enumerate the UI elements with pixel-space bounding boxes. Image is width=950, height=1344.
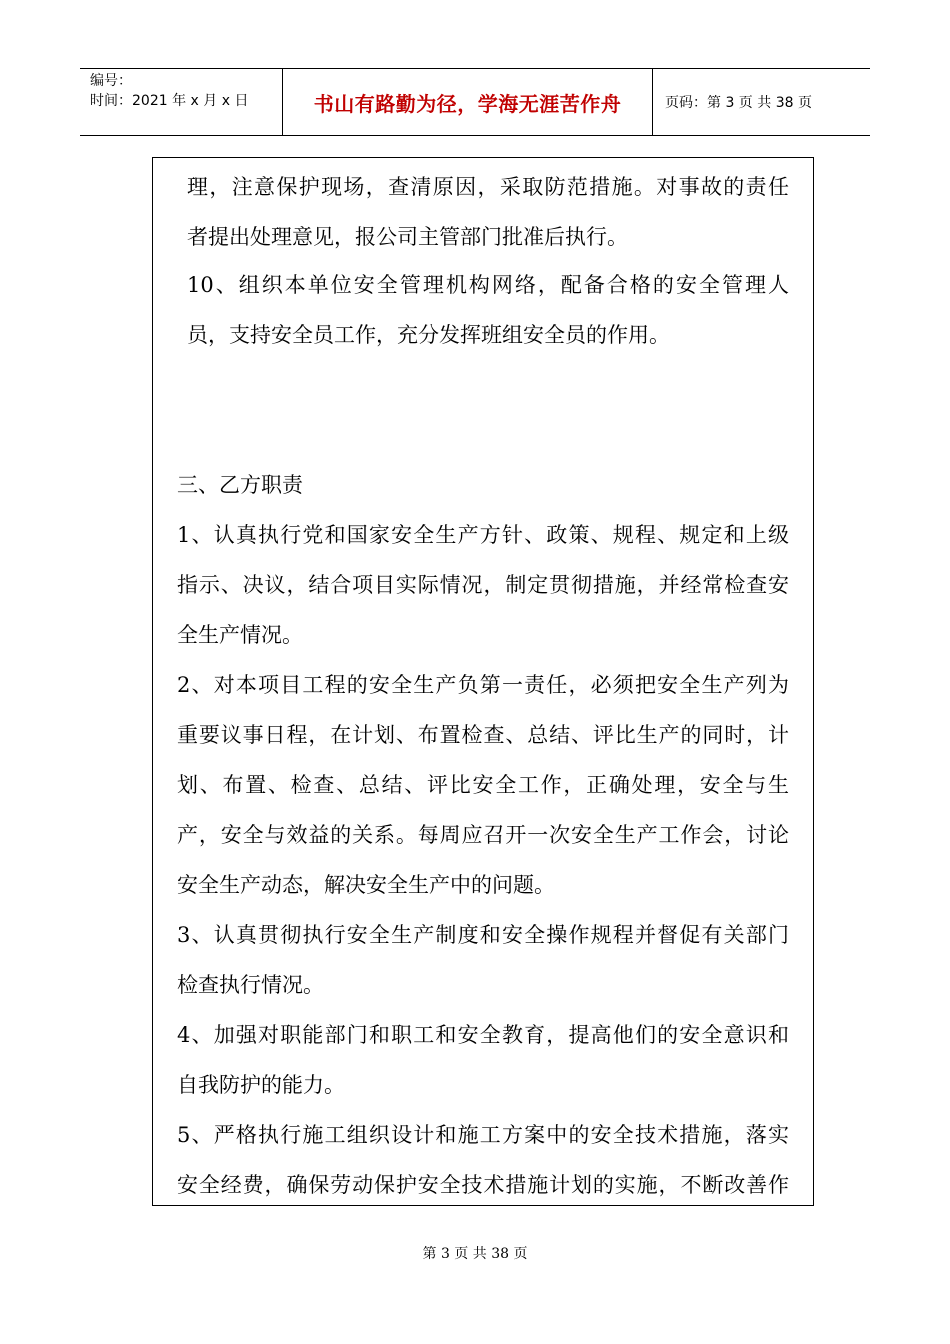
text-line: 自我防护的能力。	[177, 1073, 345, 1097]
text-line: 安全生产动态，解决安全生产中的问题。	[177, 873, 555, 897]
paragraph-continued	[187, 162, 789, 262]
text-line: 10、组织本单位安全管理机构网络，配备合格的安全管理人	[187, 273, 789, 297]
text-line: 产，安全与效益的关系。每周应召开一次安全生产工作会，讨论	[177, 823, 789, 847]
text-line: 3、认真贯彻执行安全生产制度和安全操作规程并督促有关部门	[177, 923, 789, 947]
paragraph-item-4	[177, 1010, 789, 1110]
text-line: 重要议事日程，在计划、布置检查、总结、评比生产的同时，计	[177, 723, 789, 747]
header-motto-cell	[282, 69, 653, 135]
text-line: 者提出处理意见，报公司主管部门批准后执行。	[187, 225, 628, 249]
text-line: 全生产情况。	[177, 623, 303, 647]
paragraph-item-2	[177, 660, 789, 910]
text-line: 理，注意保护现场，查清原因，采取防范措施。对事故的责任	[187, 175, 789, 199]
text-line: 员，支持安全员工作，充分发挥班组安全员的作用。	[187, 323, 670, 347]
header-meta-cell	[80, 69, 282, 135]
content-box	[152, 157, 814, 1206]
text-line: 检查执行情况。	[177, 973, 324, 997]
paragraph-item-5	[177, 1110, 789, 1206]
document-number-label: 编号：	[90, 73, 132, 89]
text-line: 指示、决议，结合项目实际情况，制定贯彻措施，并经常检查安	[177, 573, 789, 597]
paragraph-item-10	[187, 260, 789, 360]
text-line: 划、布置、检查、总结、评比安全工作，正确处理，安全与生	[177, 773, 789, 797]
text-line: 4、加强对职能部门和职工和安全教育，提高他们的安全意识和	[177, 1023, 789, 1047]
text-line: 2、对本项目工程的安全生产负第一责任，必须把安全生产列为	[177, 673, 789, 697]
header-page-cell	[653, 69, 870, 135]
text-line: 5、严格执行施工组织设计和施工方案中的安全技术措施，落实	[177, 1123, 789, 1147]
page-footer: 第 3 页 共 38 页	[422, 1246, 528, 1262]
header-motto: 书山有路勤为径，学海无涯苦作舟	[313, 91, 622, 116]
document-time-label: 时间：2021 年 x 月 x 日	[90, 93, 249, 109]
paragraph-item-3	[177, 910, 789, 1010]
header-page-info: 页码：第 3 页 共 38 页	[665, 95, 812, 111]
section-title	[177, 460, 789, 510]
text-line: 1、认真执行党和国家安全生产方针、政策、规程、规定和上级	[177, 523, 789, 547]
paragraph-item-1	[177, 510, 789, 660]
section-title-text: 三、乙方职责	[177, 473, 303, 497]
page-header	[80, 68, 870, 136]
text-line: 安全经费，确保劳动保护安全技术措施计划的实施，不断改善作	[177, 1173, 789, 1197]
